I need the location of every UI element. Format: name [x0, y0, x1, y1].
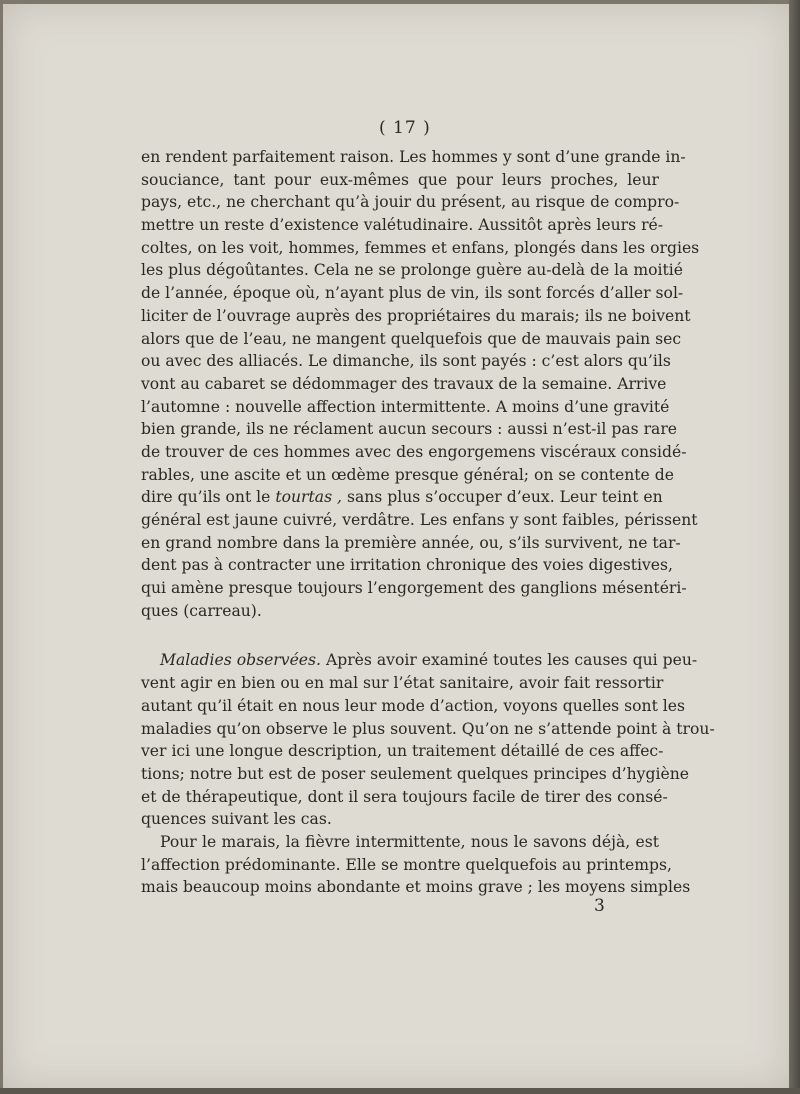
text-line: Pour le marais, la fièvre intermittente, nous le savons déjà, est: [160, 832, 659, 851]
text-line: tions; notre but est de poser seulement quelques principes d’hygiène: [141, 764, 689, 783]
text-run: Après avoir examiné toutes les causes qui peu-: [321, 651, 698, 670]
paragraph-3: [141, 831, 691, 899]
text-line: ou avec des alliacés. Le dimanche, ils sont payés : c’est alors qu’ils: [141, 352, 671, 371]
text-line: qui amène presque toujours l’engorgement des ganglions mésentéri-: [141, 579, 687, 598]
text-line: quences suivant les cas.: [141, 810, 332, 829]
text-line: alors que de l’eau, ne mangent quelquefois que de mauvais pain sec: [141, 329, 682, 348]
text-line: les plus dégoûtantes. Cela ne se prolonge guère au-delà de la moitié: [141, 261, 684, 280]
text-run: sans plus s’occuper d’eux. Leur teint en: [342, 488, 663, 507]
text-line: mais beaucoup moins abondante et moins grave ; les moyens simples: [141, 878, 691, 897]
text-line: mettre un reste d’existence valétudinaire. Aussitôt après leurs ré-: [141, 216, 664, 235]
paragraph-1: [141, 146, 700, 622]
italic-term: tourtas ,: [275, 488, 342, 507]
page-edge-shadow: [789, 0, 800, 1094]
text-line: souciance, tant pour eux-mêmes que pour leurs proches, leur: [141, 170, 659, 189]
text-line: vont au cabaret se dédommager des travaux de la semaine. Arrive: [141, 374, 667, 393]
body-text: [141, 146, 715, 899]
text-line: et de thérapeutique, dont il sera toujours facile de tirer des consé-: [141, 787, 668, 806]
text-line: rables, une ascite et un œdème presque général; on se contente de: [141, 465, 674, 484]
text-line: dent pas à contracter une irritation chronique des voies digestives,: [141, 556, 673, 575]
text-line: pays, etc., ne cherchant qu’à jouir du présent, au risque de compro-: [141, 193, 680, 212]
text-line: ver ici une longue description, un traitement détaillé de ces affec-: [141, 742, 664, 761]
text-line: ques (carreau).: [141, 601, 262, 620]
section-heading: Maladies observées.: [160, 651, 321, 670]
page-bottom-edge: [0, 1088, 800, 1094]
text-line: en rendent parfaitement raison. Les hommes y sont d’une grande in-: [141, 148, 686, 166]
text-line: général est jaune cuivré, verdâtre. Les enfans y sont faibles, périssent: [141, 511, 698, 529]
book-page: [3, 4, 789, 1088]
text-line: coltes, on les voit, hommes, femmes et enfans, plongés dans les orgies: [141, 238, 700, 257]
text-line: autant qu’il était en nous leur mode d’action, voyons quelles sont les: [141, 696, 686, 715]
text-line: l’affection prédominante. Elle se montre quelquefois au printemps,: [141, 855, 672, 874]
page-number: ( 17 ): [379, 118, 431, 138]
text-line: bien grande, ils ne réclament aucun secours : aussi n’est-il pas rare: [141, 420, 678, 439]
text-line: l’automne : nouvelle affection intermittente. A moins d’une gravité: [141, 397, 670, 416]
text-line: en grand nombre dans la première année, ou, s’ils survivent, ne tar-: [141, 533, 681, 552]
text-line: liciter de l’ouvrage auprès des propriétaires du marais; ils ne boivent: [141, 306, 691, 325]
text-line: maladies qu’on observe le plus souvent. Qu’on ne s’attende point à trou-: [141, 719, 715, 738]
paragraph-gap: [141, 622, 659, 649]
text-line: de trouver de ces hommes avec des engorgemens viscéraux considé-: [141, 442, 687, 461]
text-run: dire qu’ils ont le: [141, 488, 276, 507]
text-line: vent agir en bien ou en mal sur l’état sanitaire, avoir fait ressortir: [141, 674, 664, 693]
text-line: de l’année, époque où, n’ayant plus de vin, ils sont forcés d’aller sol-: [141, 284, 684, 303]
text-line: [141, 486, 663, 509]
paragraph-2: [141, 649, 715, 831]
signature-mark: 3: [594, 896, 605, 916]
text-line: [141, 649, 698, 672]
